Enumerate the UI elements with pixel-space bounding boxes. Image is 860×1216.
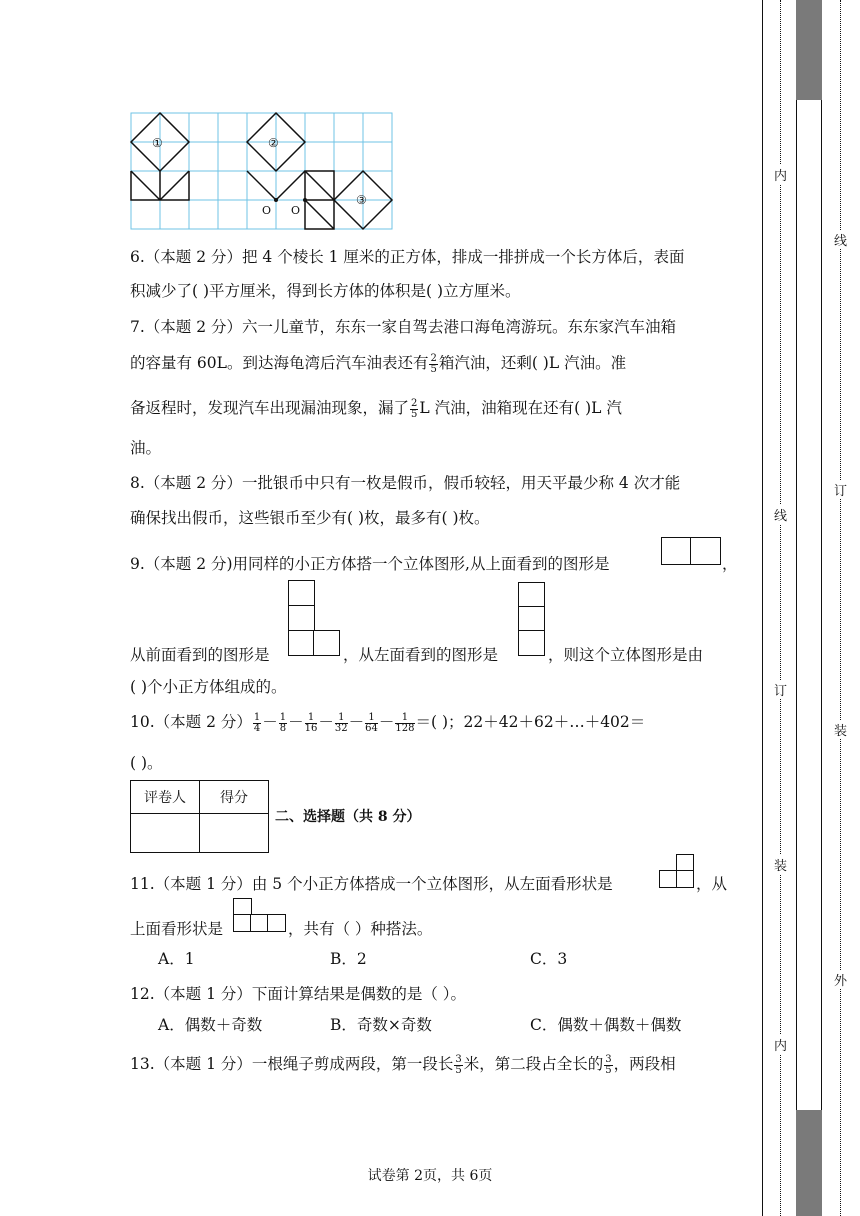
q6-line2: 积减少了( )平方厘米，得到长方体的体积是( )立方厘米。 [130, 282, 521, 300]
q13-line1: 13.（本题 1 分）一根绳子剪成两段，第一段长 $\frac{3}{5}$ 米，第二段占全长的 $\frac{3}{5}$ ，两段相 [130, 1053, 676, 1076]
binding-inner-1: 内 [774, 165, 787, 184]
q12-option-c[interactable]: C．偶数＋偶数＋偶数 [530, 1016, 682, 1034]
binding-outer-1: 线 [834, 230, 847, 249]
q10-frac-4: $\frac{1}{32}$ [334, 711, 348, 734]
q8-line1: 8.（本题 2 分）一批银币中只有一枚是假币，假币较轻，用天平最少称 4 次才能 [130, 474, 681, 492]
q10-frac-6: $\frac{1}{128}$ [395, 711, 415, 734]
q7-line1: 7.（本题 2 分）六一儿童节，东东一家自驾去港口海龟湾游玩。东东家汽车油箱 [130, 318, 677, 336]
score-table [130, 780, 269, 853]
binding-line-outer [840, 0, 841, 1216]
q7-line3b: L 汽油，油箱现在还有( )L 汽 [419, 399, 622, 417]
q11-line1-end: ，从 [696, 875, 728, 893]
binding-border [762, 0, 764, 1216]
score-header-score: 得分 [200, 781, 269, 814]
q7-line2b: 箱汽油，还剩( )L 汽油。准 [438, 354, 627, 372]
q11-option-c[interactable]: C．3 [530, 950, 568, 968]
q9-line2c: ，则这个立体图形是由 [548, 646, 704, 664]
q13-frac1: $\frac{3}{5}$ [455, 1053, 462, 1076]
q9-line1: 9.（本题 2 分)用同样的小正方体搭一个立体图形,从上面看到的图形是 [130, 555, 610, 573]
gray-band-bottom [796, 1110, 822, 1216]
binding-outer-4: 外 [834, 970, 847, 989]
gray-band-top [796, 0, 822, 100]
label-2: ② [268, 136, 279, 150]
score-cell-score [200, 814, 269, 853]
binding-strip [796, 100, 822, 1110]
page-footer: 试卷第 2页，共 6页 [367, 1168, 493, 1184]
q10-line1: 10.（本题 2 分） $\frac{1}{4}$ － $\frac{1}{8}$ － $\frac{1}{16}$ － $\frac{1}{32}$ － $\frac{1}{64}$ － $\frac{1}{128}$ ＝( )；22＋42＋62＋…＋402＝ [130, 711, 646, 734]
q10-frac-1: $\frac{1}{4}$ [253, 711, 261, 734]
q10-frac-5: $\frac{1}{64}$ [365, 711, 378, 734]
score-cell-grader [131, 814, 200, 853]
section-title: 二、选择题（共 8 分） [275, 809, 421, 825]
q12-option-a[interactable]: A．偶数＋奇数 [158, 1016, 263, 1034]
q10-frac-2: $\frac{1}{8}$ [279, 711, 287, 734]
q7-line4: 油。 [130, 439, 162, 457]
q9-line1-end: ， [722, 555, 738, 573]
o-label-2: O [291, 204, 301, 217]
q7-frac2: $\frac{2}{5}$ [411, 397, 418, 420]
q9-top-view [661, 537, 721, 565]
binding-inner-4: 装 [774, 855, 787, 874]
q11-line1: 11.（本题 1 分）由 5 个小正方体搭成一个立体图形，从左面看形状是 [130, 875, 613, 893]
q11-left-view [659, 854, 695, 888]
q7-line3 [130, 397, 730, 420]
label-3: ③ [356, 193, 367, 207]
q8-line2: 确保找出假币，这些银币至少有( )枚，最多有( )枚。 [130, 509, 490, 527]
score-header-grader: 评卷人 [131, 781, 200, 814]
q7-line2 [130, 352, 730, 375]
q9-left-view [518, 582, 546, 656]
binding-inner-2: 线 [774, 505, 787, 524]
q10-frac-3: $\frac{1}{16}$ [304, 711, 318, 734]
o-label-1: O [262, 204, 272, 217]
q7-line2a: 的容量有 60L。到达海龟湾后汽车油表还有 [130, 354, 429, 372]
binding-inner-3: 订 [774, 680, 787, 699]
label-1: ① [152, 136, 163, 150]
q6-line1: 6.（本题 2 分）把 4 个棱长 1 厘米的正方体，排成一排拼成一个长方体后，表面 [130, 248, 685, 266]
binding-outer-3: 装 [834, 720, 847, 739]
grid-figure [128, 110, 398, 235]
binding-outer-2: 订 [834, 480, 847, 499]
q11-line2b: ，共有（ ）种搭法。 [288, 920, 433, 938]
q9-front-view [288, 580, 342, 656]
q11-option-b[interactable]: B．2 [330, 950, 367, 968]
q11-line2a: 上面看形状是 [130, 920, 224, 938]
q12-line1: 12.（本题 1 分）下面计算结果是偶数的是（ ）。 [130, 985, 467, 1003]
q9-line2a: 从前面看到的图形是 [130, 646, 270, 664]
q11-top-view [233, 898, 287, 932]
q10-prefix: 10.（本题 2 分） [130, 713, 252, 731]
q11-option-a[interactable]: A．1 [158, 950, 195, 968]
q7-frac1: $\frac{2}{5}$ [430, 352, 437, 375]
q12-option-b[interactable]: B．奇数×奇数 [330, 1016, 432, 1034]
q10-suffix: ＝( )；22＋42＋62＋…＋402＝ [415, 713, 646, 731]
q9-line3: ( )个小正方体组成的。 [130, 678, 287, 696]
binding-inner-5: 内 [774, 1035, 787, 1054]
q10-line2: ( )。 [130, 754, 163, 772]
q13-frac2: $\frac{3}{5}$ [605, 1053, 612, 1076]
q9-line2b: ，从左面看到的图形是 [343, 646, 499, 664]
q7-line3a: 备返程时，发现汽车出现漏油现象，漏了 [130, 399, 410, 417]
